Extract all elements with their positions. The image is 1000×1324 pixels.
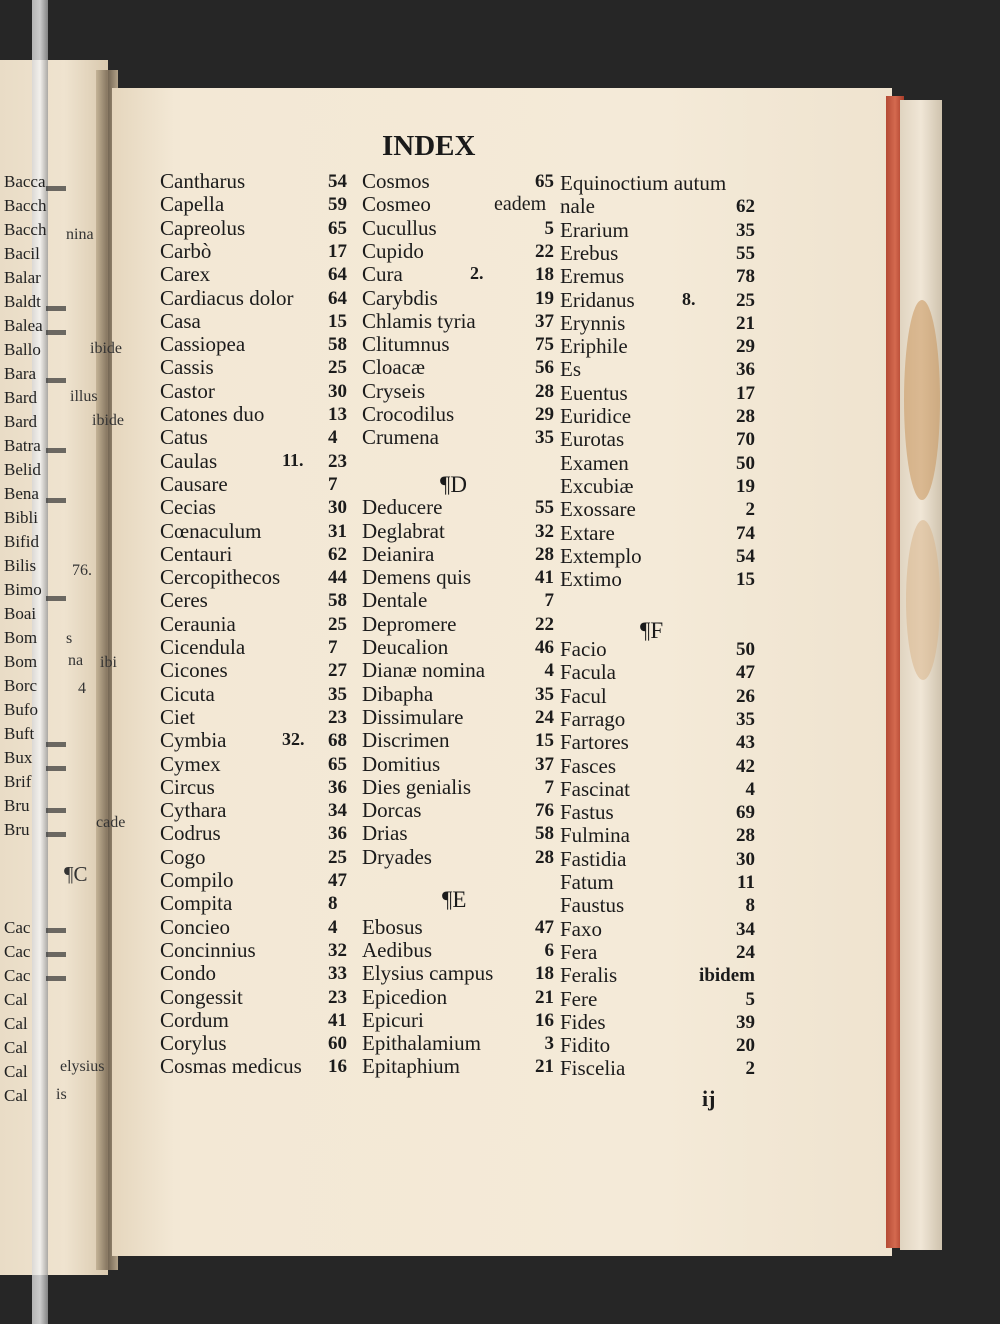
index-entry-page-number: 19 <box>736 476 755 497</box>
index-entry-word: Cythara <box>160 798 227 822</box>
index-entry-word: Fasces <box>560 754 616 778</box>
index-entry-word: Cogo <box>160 845 206 869</box>
left-page-margin-word: ibide <box>92 412 124 429</box>
index-entry-page-number: 58 <box>328 590 347 611</box>
index-entry-word: Cicuta <box>160 682 215 706</box>
index-entry-word: Cymbia <box>160 728 227 752</box>
index-entry-page-number: 35 <box>736 220 755 241</box>
index-entry-word: Epitaphium <box>362 1054 460 1078</box>
index-entry-word: Eurotas <box>560 427 625 451</box>
index-entry-word: Fartores <box>560 730 629 754</box>
index-entry-page-number: 11 <box>737 872 755 893</box>
index-entry-page-number: 42 <box>736 756 755 777</box>
index-entry-page-number: 2 <box>745 499 755 520</box>
index-entry-word: Deglabrat <box>362 519 445 543</box>
index-entry-page-number: 28 <box>535 847 554 868</box>
index-entry-page-number: 35 <box>535 684 554 705</box>
left-page-word-fragment: Bacch <box>4 196 47 215</box>
index-entry-word: Dissimulare <box>362 705 464 729</box>
index-entry-page-number: 58 <box>535 823 554 844</box>
left-page-margin-word: na <box>68 652 84 669</box>
left-page-ink-mark <box>46 808 66 813</box>
index-entry-word: Deucalion <box>362 635 449 659</box>
index-entry-note: 8. <box>682 289 696 309</box>
left-page-word-fragment: Ballo <box>4 340 41 359</box>
index-entry-page-number: 25 <box>328 847 347 868</box>
index-entry-word: Cicendula <box>160 635 246 659</box>
index-entry-word: Cicones <box>160 658 228 682</box>
left-page-word-fragment: Bacil <box>4 244 40 263</box>
left-page-word-fragment: Borc <box>4 676 38 695</box>
index-entry-word: Cercopithecos <box>160 565 281 589</box>
left-page-margin-word: elysius <box>60 1058 105 1075</box>
index-entry-word: Concieo <box>160 915 230 939</box>
index-entry-word: Catones duo <box>160 402 265 426</box>
left-page-word-fragment: Baldt <box>4 292 41 311</box>
index-entry-word: Discrimen <box>362 728 450 752</box>
left-page-ink-mark <box>46 976 66 981</box>
left-page-word-fragment: Cac <box>4 942 31 961</box>
left-page-ink-mark <box>46 766 66 771</box>
index-entry-page-number: 62 <box>736 196 755 217</box>
index-entry-word: Aedibus <box>362 938 432 962</box>
index-entry-word: Exossare <box>560 497 636 521</box>
index-entry-word: Cosmeo <box>362 192 431 216</box>
left-page-word-fragment: Cal <box>4 990 28 1009</box>
index-entry-word: Euridice <box>560 404 632 428</box>
index-entry-page-number: 18 <box>535 264 554 285</box>
left-page-word-fragment: Bacch <box>4 220 47 239</box>
left-page-ink-mark <box>46 378 66 383</box>
section-heading-d: ¶D <box>440 472 468 497</box>
index-entry-page-number: 15 <box>535 730 554 751</box>
left-page-word-fragment: Bom <box>4 652 38 671</box>
index-entry-word: Concinnius <box>160 938 256 962</box>
left-page-margin-word: ibi <box>100 654 117 671</box>
index-entry-page-number: 23 <box>328 987 347 1008</box>
index-entry-word: Ciet <box>160 705 195 729</box>
index-entry-word: Cosmos <box>362 169 430 193</box>
index-entry-page-number: 21 <box>535 987 554 1008</box>
left-page-ink-mark <box>46 742 66 747</box>
left-page-word-fragment: Cal <box>4 1086 28 1105</box>
index-entry-word: Epicedion <box>362 985 448 1009</box>
index-entry-word: Extare <box>560 521 615 545</box>
index-entry-page-number: 13 <box>328 404 347 425</box>
index-entry-page-number: 55 <box>736 243 755 264</box>
index-entry-page-number: 29 <box>736 336 755 357</box>
index-entry-word: Catus <box>160 425 208 449</box>
index-entry-word: Chlamis tyria <box>362 309 476 333</box>
index-entry-page-number: 15 <box>736 569 755 590</box>
index-entry-word: Dibapha <box>362 682 434 706</box>
index-entry-word: Carex <box>160 262 211 286</box>
index-entry-page-number: 47 <box>328 870 347 891</box>
index-entry-word: Cecias <box>160 495 216 519</box>
index-entry-page-number: 7 <box>328 474 338 495</box>
left-page-word-fragment: Batra <box>4 436 41 455</box>
left-page-margin-word: illus <box>70 388 98 405</box>
index-entry-word: Faustus <box>560 893 625 917</box>
index-entry-note: 11. <box>282 450 304 470</box>
index-entry-page-number: 31 <box>328 521 347 542</box>
index-entry-page-number: 47 <box>535 917 554 938</box>
left-page-ink-mark <box>46 596 66 601</box>
index-entry-page-number: 36 <box>328 823 347 844</box>
left-page-margin-word: s <box>66 630 73 647</box>
index-entry-word: Fulmina <box>560 823 631 847</box>
index-entry-word: Fascinat <box>560 777 630 801</box>
index-entry-word: Eridanus <box>560 288 635 312</box>
index-entry-word: Cordum <box>160 1008 229 1032</box>
index-entry-page-number: 19 <box>535 288 554 309</box>
index-entry-page-number: 30 <box>328 497 347 518</box>
index-entry-page-number: 28 <box>736 825 755 846</box>
index-entry-word: Compita <box>160 891 233 915</box>
left-page-ink-mark <box>46 928 66 933</box>
index-entry-note: 2. <box>470 263 484 283</box>
left-page-word-fragment: Brif <box>4 772 32 791</box>
index-entry-word: Erebus <box>560 241 619 265</box>
index-entry-page-number: 18 <box>535 963 554 984</box>
left-page-word-fragment: Bux <box>4 748 33 767</box>
section-heading-f: ¶F <box>640 618 664 643</box>
index-entry-page-number: 41 <box>535 567 554 588</box>
index-entry-page-number: 34 <box>736 919 755 940</box>
index-entry-page-number: 64 <box>328 288 347 309</box>
left-page-word-fragment: Bru <box>4 796 30 815</box>
index-entry-page-number: 36 <box>736 359 755 380</box>
index-entry-page-number: 26 <box>736 686 755 707</box>
index-entry-page-number: 25 <box>736 290 755 311</box>
index-entry-page-number: 65 <box>535 171 554 192</box>
index-entry-page-number: 23 <box>328 451 347 472</box>
left-page-margin-word: is <box>56 1086 67 1103</box>
left-page-word-fragment: Balea <box>4 316 43 335</box>
index-entry-page-number: 35 <box>328 684 347 705</box>
index-entry-page-number: 20 <box>736 1035 755 1056</box>
index-entry-page-number: 30 <box>736 849 755 870</box>
index-entry-word: Fidito <box>560 1033 611 1057</box>
index-entry-page-number: ibidem <box>699 965 755 986</box>
index-entry-word: Dryades <box>362 845 432 869</box>
left-page-word-fragment: Bifid <box>4 532 39 551</box>
index-entry-page-number: 5 <box>544 218 554 239</box>
index-entry-page-number: 7 <box>328 637 338 658</box>
index-entry-page-number: 28 <box>535 544 554 565</box>
left-page-word-fragment: Cal <box>4 1062 28 1081</box>
left-page-ink-mark <box>46 306 66 311</box>
index-entry-page-number: 74 <box>736 523 755 544</box>
index-entry-word: Cucullus <box>362 216 437 240</box>
index-entry-word: Deducere <box>362 495 443 519</box>
index-entry-word: Cura <box>362 262 403 286</box>
index-entry-word: Capreolus <box>160 216 246 240</box>
index-entry-page-number: 54 <box>736 546 755 567</box>
index-entry-word: Compilo <box>160 868 234 892</box>
index-entry-word: Depromere <box>362 612 457 636</box>
index-entry-page-number: 54 <box>328 171 347 192</box>
index-entry-word: Facul <box>560 684 607 708</box>
index-entry-word: Fere <box>560 987 598 1011</box>
index-entry-word: Elysius campus <box>362 961 494 985</box>
left-page-word-fragment: Bard <box>4 412 38 431</box>
index-entry-page-number: 6 <box>544 940 554 961</box>
index-entry-page-number: 4 <box>328 427 338 448</box>
index-entry-word: Farrago <box>560 707 626 731</box>
index-entry-word: Eremus <box>560 264 625 288</box>
index-entry-word: Erynnis <box>560 311 626 335</box>
index-entry-page-number: 17 <box>736 383 755 404</box>
index-entry-page-number: 50 <box>736 639 755 660</box>
index-entry-page-number: 34 <box>328 800 347 821</box>
index-entry-page-number: 21 <box>535 1056 554 1077</box>
index-entry-page-number: 5 <box>745 989 755 1010</box>
left-page-word-fragment: Boai <box>4 604 37 623</box>
index-entry-word: Feralis <box>560 963 618 987</box>
index-entry-page-number: 32 <box>328 940 347 961</box>
index-entry-word: Condo <box>160 961 217 985</box>
left-page-word-fragment: Cal <box>4 1038 28 1057</box>
index-entry-page-number: 32 <box>535 521 554 542</box>
index-entry-page-number: 27 <box>328 660 347 681</box>
left-page-word-fragment: Bru <box>4 820 30 839</box>
index-entry-page-number: 37 <box>535 754 554 775</box>
index-entry-word: Eriphile <box>560 334 628 358</box>
left-page-margin-word: cade <box>96 814 126 831</box>
index-entry-word: Cymex <box>160 752 221 776</box>
index-entry-word: Es <box>560 357 581 381</box>
index-entry-page-number: 70 <box>736 429 755 450</box>
left-page-word-fragment: Buft <box>4 724 35 743</box>
index-entry-page-number: 44 <box>328 567 347 588</box>
index-entry-page-number: 37 <box>535 311 554 332</box>
left-page-word-fragment: Bacca <box>4 172 46 191</box>
signature-mark: ij <box>702 1086 716 1111</box>
index-entry-page-number: 28 <box>535 381 554 402</box>
index-entry-page-number: 8 <box>745 895 755 916</box>
index-entry-word: Corylus <box>160 1031 227 1055</box>
left-page-ink-mark <box>46 186 66 191</box>
index-entry-page-number: 50 <box>736 453 755 474</box>
left-page-word-fragment: Bilis <box>4 556 37 575</box>
index-entry-word: Ceres <box>160 588 208 612</box>
index-entry-page-number: 28 <box>736 406 755 427</box>
left-page-ink-mark <box>46 330 66 335</box>
left-page-word-fragment: Bena <box>4 484 39 503</box>
index-entry-word: Excubiæ <box>560 474 634 498</box>
index-entry-word: Extemplo <box>560 544 642 568</box>
index-entry-page-number: 60 <box>328 1033 347 1054</box>
index-entry-page-number: 25 <box>328 357 347 378</box>
index-entry-word: Facula <box>560 660 616 684</box>
index-entry-page-number: 2 <box>745 1058 755 1079</box>
index-entry-page-number: 22 <box>535 614 554 635</box>
left-page-margin-word: 4 <box>78 680 86 697</box>
index-entry-word: Fastidia <box>560 847 627 871</box>
index-entry-word: Dies genialis <box>362 775 472 799</box>
index-entry-page-number: 21 <box>736 313 755 334</box>
index-entry-page-number: 59 <box>328 194 347 215</box>
paper-stain <box>906 520 940 680</box>
index-entry-page-number: 65 <box>328 218 347 239</box>
index-entry-page-number: 58 <box>328 334 347 355</box>
index-entry-word: Cupido <box>362 239 424 263</box>
index-entry-page-number: 68 <box>328 730 347 751</box>
index-entry-page-number: 62 <box>328 544 347 565</box>
index-entry-word: Ebosus <box>362 915 423 939</box>
index-entry-word: Cryseis <box>362 379 425 403</box>
index-entry-page-number: 23 <box>328 707 347 728</box>
index-entry-word: Cantharus <box>160 169 246 193</box>
index-entry-word: Clitumnus <box>362 332 450 356</box>
index-entry-page-number: 24 <box>535 707 554 728</box>
index-entry-page-number: 55 <box>535 497 554 518</box>
index-entry-word: Facio <box>560 637 607 661</box>
index-entry-page-number: 24 <box>736 942 755 963</box>
index-entry-word: Demens quis <box>362 565 472 589</box>
index-entry-page-number: 7 <box>544 590 554 611</box>
index-entry-word: Congessit <box>160 985 243 1009</box>
index-entry-word: Cloacæ <box>362 355 425 379</box>
index-entry-word: Cœnaculum <box>160 519 262 543</box>
index-entry-page-number: 7 <box>544 777 554 798</box>
index-entry-word: Fatum <box>560 870 614 894</box>
index-entry-page-number: 4 <box>745 779 755 800</box>
index-entry-word: Circus <box>160 775 215 799</box>
index-entry-word: Crumena <box>362 425 439 449</box>
index-entry-page-number: 64 <box>328 264 347 285</box>
index-entry-word: Examen <box>560 451 629 475</box>
index-entry-page-number: 46 <box>535 637 554 658</box>
index-entry-page-number: 29 <box>535 404 554 425</box>
index-entry-page-number: 8 <box>328 893 338 914</box>
index-entry-word: Carbò <box>160 239 212 263</box>
index-entry-word: Causare <box>160 472 228 496</box>
left-page-ink-mark <box>46 832 66 837</box>
index-entry-word: Extimo <box>560 567 622 591</box>
left-page-word-fragment: Bom <box>4 628 38 647</box>
index-entry-word: Cardiacus dolor <box>160 286 294 310</box>
index-entry-page-number: 35 <box>535 427 554 448</box>
page-title: INDEX <box>382 130 476 162</box>
index-entry-page-number: 4 <box>544 660 554 681</box>
index-entry-word: Fiscelia <box>560 1056 626 1080</box>
index-entry-word: Castor <box>160 379 215 403</box>
index-entry-word: Cassis <box>160 355 214 379</box>
index-entry-word: Ceraunia <box>160 612 236 636</box>
index-entry-word: Capella <box>160 192 225 216</box>
index-entry-word: Equinoctium autum <box>560 171 727 195</box>
index-entry-word: Fastus <box>560 800 614 824</box>
index-entry-word: nale <box>560 194 595 218</box>
left-page-margin-word: ibide <box>90 340 122 357</box>
index-entry-page-number: 65 <box>328 754 347 775</box>
left-page-margin-word: nina <box>66 226 94 243</box>
index-entry-page-number: 78 <box>736 266 755 287</box>
index-entry-word: Codrus <box>160 821 221 845</box>
index-entry-word: Drias <box>362 821 408 845</box>
paper-stain <box>904 300 940 500</box>
left-page-word-fragment: Bimo <box>4 580 42 599</box>
left-page-margin-word: 76. <box>72 562 92 579</box>
index-entry-page-number: 69 <box>736 802 755 823</box>
index-entry-page-number: 16 <box>535 1010 554 1031</box>
index-entry-page-number: 15 <box>328 311 347 332</box>
left-page-word-fragment: Cac <box>4 966 31 985</box>
index-entry-word: Crocodilus <box>362 402 455 426</box>
index-entry-page-number: 4 <box>328 917 338 938</box>
index-entry-page-number: 36 <box>328 777 347 798</box>
index-entry-word: Dorcas <box>362 798 422 822</box>
index-entry-word: Erarium <box>560 218 629 242</box>
left-page-ink-mark <box>46 952 66 957</box>
index-entry-word: Domitius <box>362 752 441 776</box>
index-entry-page-number: 35 <box>736 709 755 730</box>
left-page-section-mark: ¶C <box>64 862 88 886</box>
left-page-ink-mark <box>46 498 66 503</box>
left-page-word-fragment: Cac <box>4 918 31 937</box>
left-page-word-fragment: Bara <box>4 364 37 383</box>
index-entry-page-number: 41 <box>328 1010 347 1031</box>
left-page-word-fragment: Cal <box>4 1014 28 1033</box>
index-entry-word: Fera <box>560 940 598 964</box>
left-page-word-fragment: Balar <box>4 268 41 287</box>
index-entry-word: Cosmas medicus <box>160 1054 302 1078</box>
left-page-word-fragment: Bard <box>4 388 38 407</box>
index-entry-note: 32. <box>282 729 305 749</box>
index-entry-word: Euentus <box>560 381 628 405</box>
index-entry-word: Faxo <box>560 917 602 941</box>
index-entry-page-number: 22 <box>535 241 554 262</box>
index-entry-page-number: 33 <box>328 963 347 984</box>
index-entry-word: Carybdis <box>362 286 438 310</box>
index-entry-word: Fides <box>560 1010 606 1034</box>
index-entry-word: Dentale <box>362 588 428 612</box>
left-page-word-fragment: Bibli <box>4 508 39 527</box>
index-entry-page-number: 43 <box>736 732 755 753</box>
index-entry-word: Caulas <box>160 449 218 473</box>
left-page-word-fragment: Bufo <box>4 700 38 719</box>
index-entry-word: Dianæ nomina <box>362 658 486 682</box>
index-entry-page-number: 56 <box>535 357 554 378</box>
index-entry-word: Cassiopea <box>160 332 246 356</box>
index-entry-page-number: 17 <box>328 241 347 262</box>
index-entry-page-number: 39 <box>736 1012 755 1033</box>
index-entry-word: Deianira <box>362 542 435 566</box>
index-entry-page-number: 25 <box>328 614 347 635</box>
left-page-ink-mark <box>46 448 66 453</box>
section-heading-e: ¶E <box>442 887 467 912</box>
index-entry-page-number: 16 <box>328 1056 347 1077</box>
index-entry-page-number: 30 <box>328 381 347 402</box>
index-entry-page-number: 47 <box>736 662 755 683</box>
index-entry-word: Casa <box>160 309 201 333</box>
index-entry-word: Centauri <box>160 542 233 566</box>
left-page-word-fragment: Belid <box>4 460 41 479</box>
main-page <box>112 88 892 1256</box>
index-entry-page-number: 3 <box>544 1033 554 1054</box>
index-entry-page-number: 76 <box>535 800 554 821</box>
index-entry-word: Epicuri <box>362 1008 424 1032</box>
index-entry-note: eadem <box>494 193 547 215</box>
index-entry-page-number: 75 <box>535 334 554 355</box>
index-entry-word: Epithalamium <box>362 1031 481 1055</box>
